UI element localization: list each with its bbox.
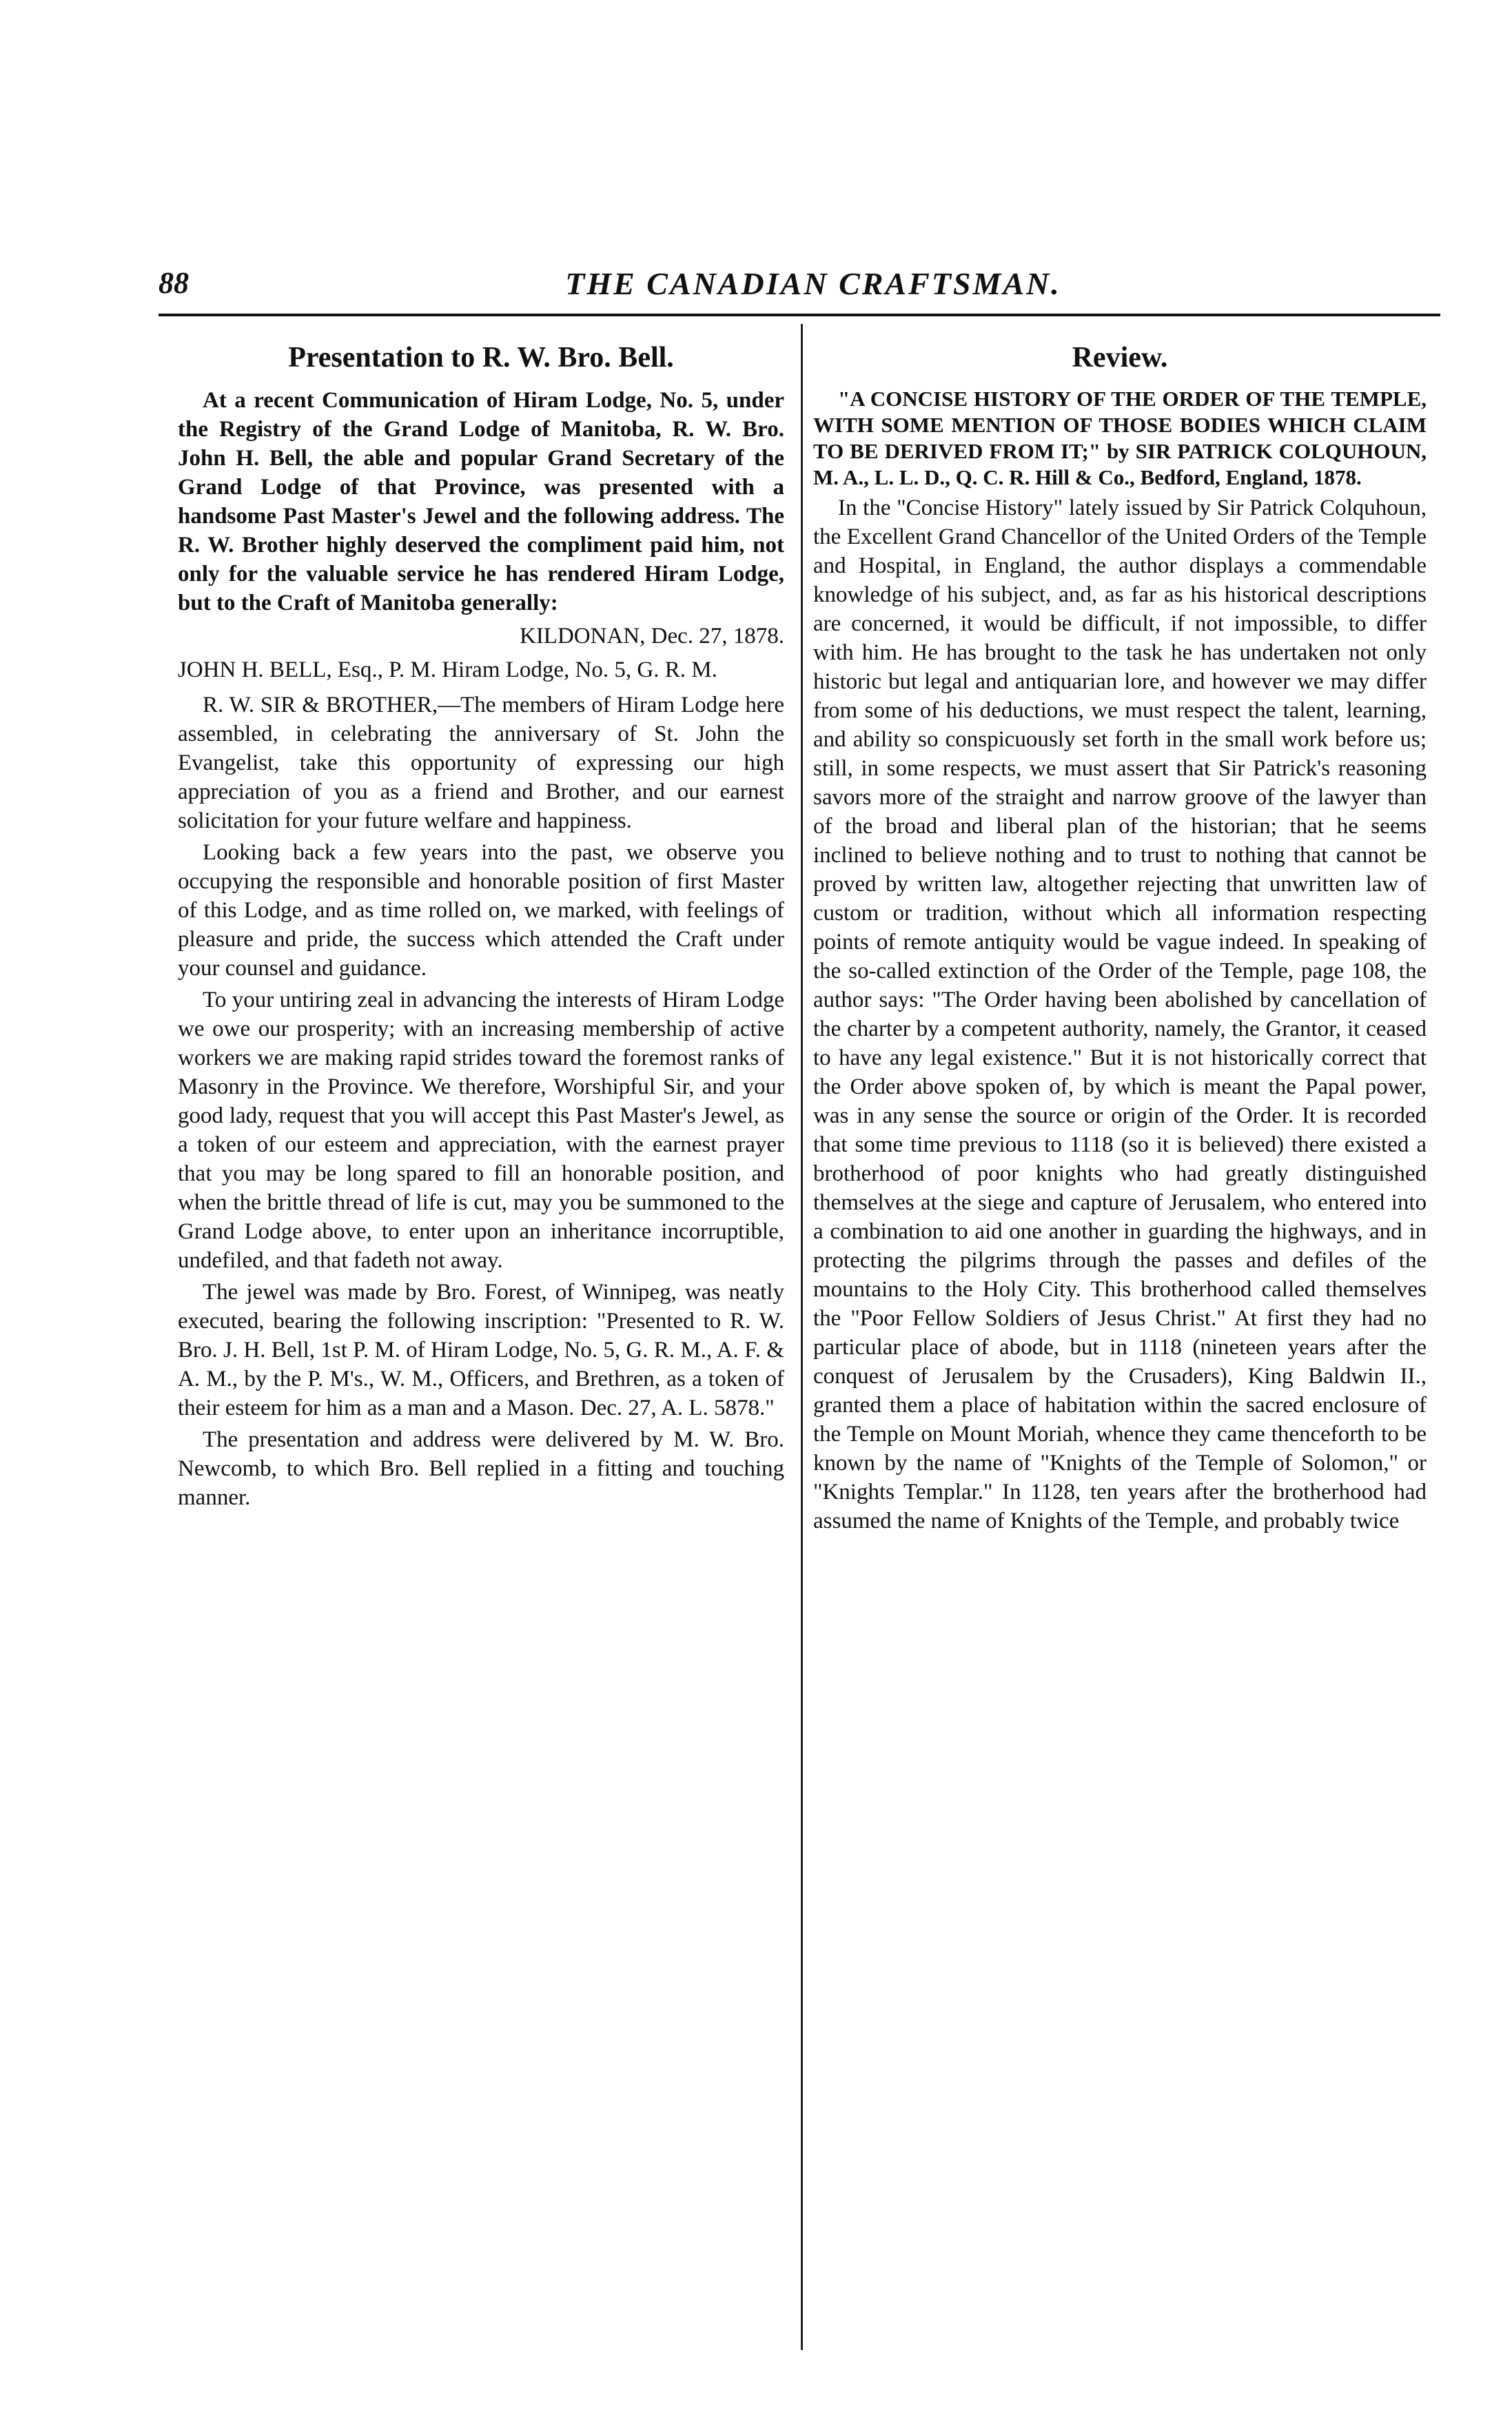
page-header xyxy=(159,265,1440,314)
column-divider xyxy=(801,324,803,2350)
reviewed-book-title: "A CONCISE HISTORY OF THE ORDER OF THE TEMPLE, WITH SOME MENTION OF THOSE BODIES WHICH CLAIM TO BE DERIVED FROM IT;" by SIR PATRICK COLQUHOUN, M. A., L. L. D., Q. C. R. Hill & Co., Bedford, England, 1878. xyxy=(813,387,1427,489)
article-intro: At a recent Communication of Hiram Lodge, No. 5, under the Registry of the Grand Lodge of Manitoba, R. W. Bro. John H. Bell, the able and popular Grand Secretary of the Grand Lodge of that Province, was presented with a handsome Past Master's Jewel and the following address. The R. W. Brother highly deserved the compliment paid him, not only for the valuable service he has rendered Hiram Lodge, but to the Craft of Manitoba generally: xyxy=(178,388,784,615)
review-paragraph: In the "Concise History" lately issued by Sir Patrick Colquhoun, the Excellent Grand Chancellor of the United Orders of the Temple and Hospital, in England, the author displays a commendable knowledge of his subject, and, as far as his historical descriptions are concerned, it would be difficult, if not impossible, to differ with him. He has brought to the task he has undertaken not only historic but legal and antiquarian lore, and however we may differ from some of his deductions, we must respect the talent, learning, and ability so conspicuously set forth in the small work before us; still, in some respects, we must assert that Sir Patrick's reasoning savors more of the straight and narrow groove of the lawyer than of the broad and liberal plan of the historian; that he seems inclined to believe nothing and to trust to nothing that cannot be proved by written law, altogether rejecting that unwritten law of custom or tradition, without which all information respecting points of remote antiquity would be vague indeed. In speaking of the so-called extinction of the Order of the Temple, page 108, the author says: "The Order having been abolished by cancellation of the charter by a competent authority, namely, the Grantor, it ceased to have any legal existence." But it is not historically correct that the Order above spoken of, by which is meant the Papal power, was in any sense the source or origin of the Order. It is recorded that some time previous to 1118 (so it is believed) there existed a brotherhood of poor knights who had greatly distinguished themselves at the siege and capture of Jerusalem, who entered into a combination to aid one another in guarding the highways, and in protecting the pilgrims through the passes and defiles of the mountains to the Holy City. This brotherhood called themselves the "Poor Fellow Soldiers of Jesus Christ." At first they had no particular place of abode, but in 1118 (nineteen years after the conquest of Jerusalem by the Crusaders), King Baldwin II., granted them a place of habitation within the sacred enclosure of the Temple on Mount Moriah, whence they came thenceforth to be known by the name of "Knights of the Temple of Solomon," or "Knights Templar." In 1128, ten years after the brotherhood had assumed the name of Knights of the Temple, and probably twice xyxy=(813,496,1427,1533)
article-heading-presentation: Presentation to R. W. Bro. Bell. xyxy=(288,342,674,374)
article-paragraph: The presentation and address were delivered by M. W. Bro. Newcomb, to which Bro. Bell replied in a fitting and touching manner. xyxy=(178,1427,784,1510)
address-paragraph: R. W. SIR & BROTHER,—The members of Hiram Lodge here assembled, in celebrating the anniversary of St. John the Evangelist, take this opportunity of expressing our high appreciation of you as a friend and Brother, and our earnest solicitation for your future welfare and happiness. xyxy=(178,693,784,833)
page-number: 88 xyxy=(159,266,189,300)
address-paragraph: Looking back a few years into the past, we observe you occupying the responsible and honorable position of first Master of this Lodge, and as time rolled on, we marked, with feelings of pleasure and pride, the success which attended the Craft under your counsel and guidance. xyxy=(178,840,784,981)
article-paragraph: The jewel was made by Bro. Forest, of Winnipeg, was neatly executed, bearing the following inscription: "Presented to R. W. Bro. J. H. Bell, 1st P. M. of Hiram Lodge, No. 5, G. R. M., A. F. & A. M., by the P. M's., W. M., Officers, and Brethren, as a token of their esteem for him as a man and a Mason. Dec. 27, A. L. 5878." xyxy=(178,1280,784,1420)
dateline: KILDONAN, Dec. 27, 1878. xyxy=(519,624,784,649)
running-title: THE CANADIAN CRAFTSMAN. xyxy=(565,266,1061,301)
header-rule xyxy=(159,314,1440,316)
address-paragraph: To your untiring zeal in advancing the interests of Hiram Lodge we owe our prosperity; with an increasing membership of active workers we are making rapid strides toward the foremost ranks of Masonry in the Province. We therefore, Worshipful Sir, and your good lady, request that you will accept this Past Master's Jewel, as a token of our esteem and appreciation, with the earnest prayer that you may be long spared to fill an honorable position, and when the brittle thread of life is cut, may you be summoned to the Grand Lodge above, to enter upon an inheritance incorruptible, undefiled, and that fadeth not away. xyxy=(178,988,784,1273)
addressee: JOHN H. BELL, Esq., P. M. Hiram Lodge, No. 5, G. R. M. xyxy=(178,657,717,682)
left-column xyxy=(178,338,784,1515)
article-heading-review: Review. xyxy=(1072,342,1168,374)
right-column xyxy=(813,338,1427,1538)
